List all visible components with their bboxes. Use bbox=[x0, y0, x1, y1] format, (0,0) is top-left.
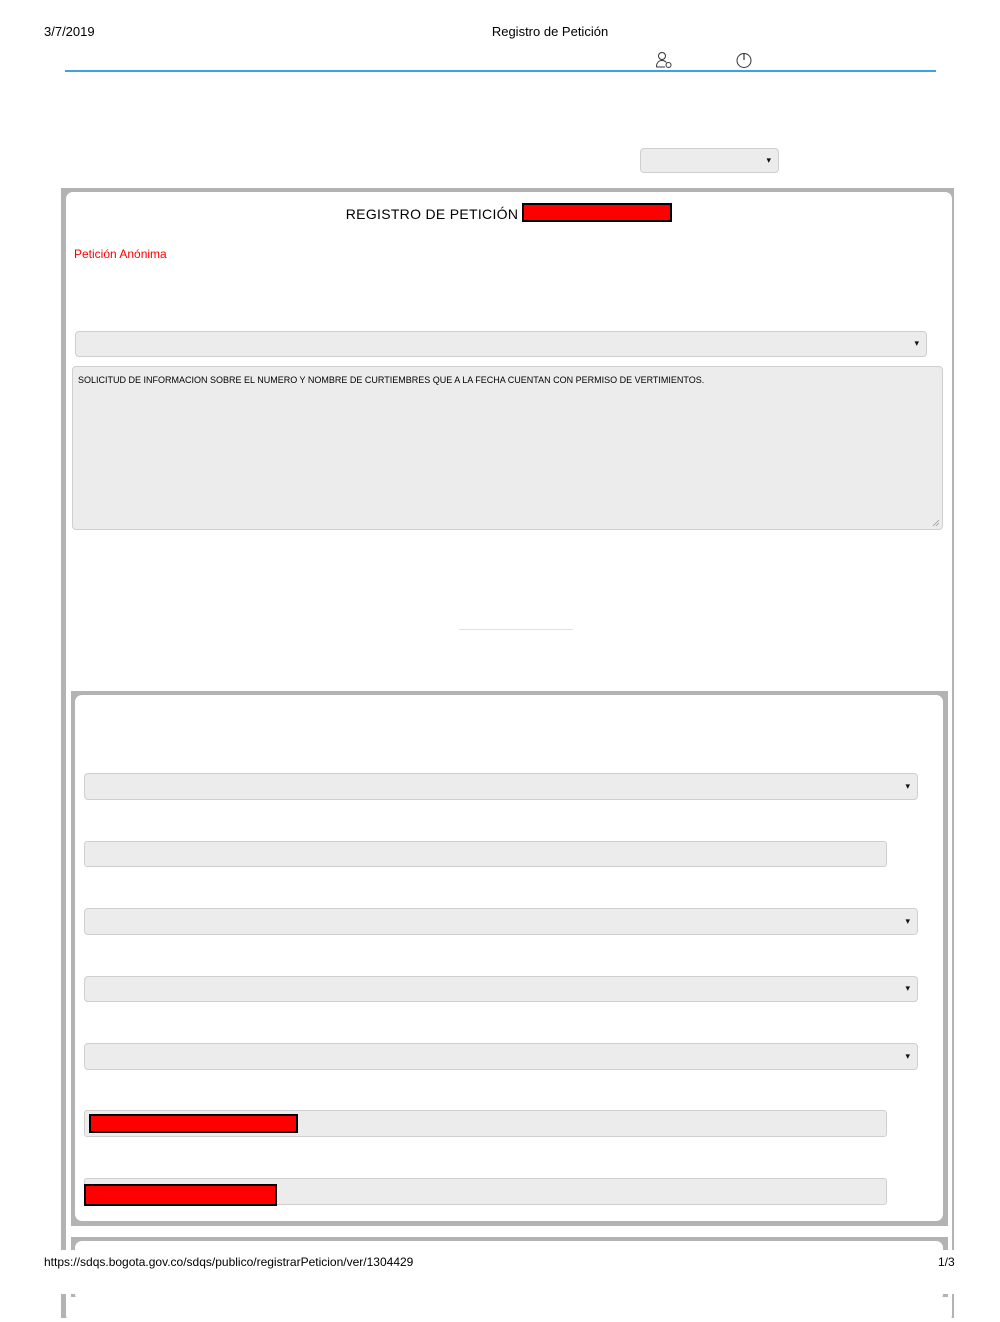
location-select-2[interactable] bbox=[84, 908, 918, 935]
print-url: https://sdqs.bogota.gov.co/sdqs/publico/registrarPeticion/ver/1304429 bbox=[44, 1255, 414, 1269]
chevron-down-icon: ▾ bbox=[905, 1051, 910, 1062]
request-textarea[interactable] bbox=[72, 366, 943, 530]
anonymous-petition-label: Petición Anónima bbox=[74, 247, 167, 261]
user-icon[interactable] bbox=[655, 51, 673, 69]
form-title-text: REGISTRO DE PETICIÓN bbox=[345, 206, 519, 222]
redaction-box bbox=[84, 1184, 277, 1206]
power-icon[interactable] bbox=[735, 51, 753, 69]
petition-type-select[interactable] bbox=[75, 331, 927, 357]
form-title bbox=[66, 203, 952, 222]
chevron-down-icon: ▾ bbox=[766, 155, 771, 166]
language-select[interactable] bbox=[640, 148, 779, 173]
address-input[interactable] bbox=[84, 841, 887, 867]
print-date: 3/7/2019 bbox=[44, 24, 95, 39]
location-select-1[interactable] bbox=[84, 773, 918, 800]
location-select-3[interactable] bbox=[84, 976, 918, 1002]
redacted-petition-number bbox=[522, 203, 672, 222]
chevron-down-icon: ▾ bbox=[914, 339, 919, 349]
print-page-title: Registro de Petición bbox=[491, 24, 609, 39]
redacted-field-2[interactable] bbox=[84, 1178, 887, 1205]
redaction-box bbox=[89, 1114, 298, 1133]
redacted-field-1[interactable] bbox=[84, 1110, 887, 1137]
header-divider bbox=[65, 70, 936, 72]
print-page-number: 1/3 bbox=[938, 1255, 955, 1269]
location-select-4[interactable] bbox=[84, 1043, 918, 1070]
separator bbox=[459, 629, 573, 630]
chevron-down-icon: ▾ bbox=[905, 916, 910, 927]
chevron-down-icon: ▾ bbox=[905, 781, 910, 792]
resize-handle-icon[interactable] bbox=[932, 519, 940, 527]
request-text: SOLICITUD DE INFORMACION SOBRE EL NUMERO Y NOMBRE DE CURTIEMBRES QUE A LA FECHA CUENTAN CON PERMISO DE VERTIMIENTOS. bbox=[78, 375, 705, 385]
chevron-down-icon: ▾ bbox=[905, 984, 910, 994]
